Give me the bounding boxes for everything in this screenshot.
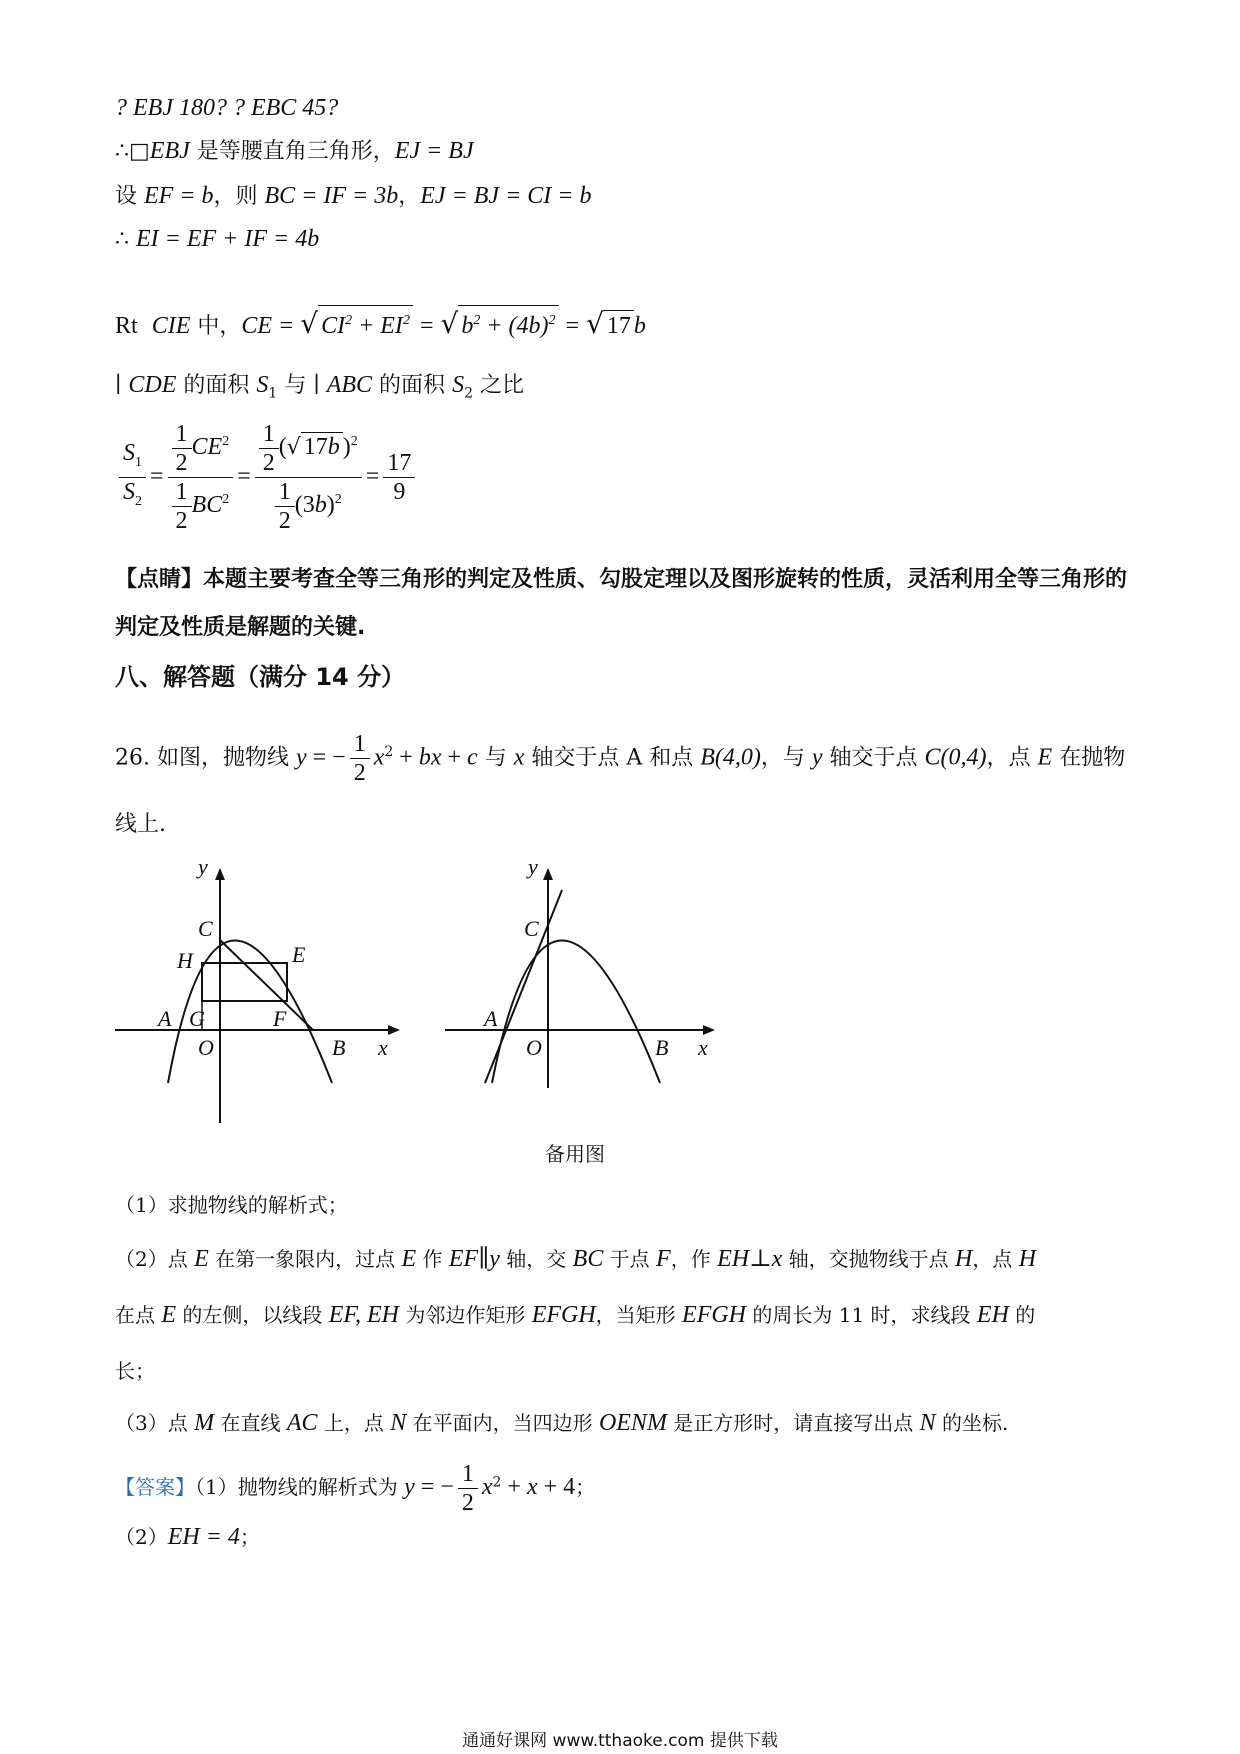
svg-text:B: B [332, 1035, 346, 1060]
question-26-cont: 线上. [115, 812, 166, 837]
svg-text:O: O [198, 1035, 214, 1060]
line-isosceles: ∴□EBJ 是等腰直角三角形，EJ = BJ [115, 138, 474, 164]
svg-text:H: H [177, 948, 193, 973]
part-2-line3: 长； [115, 1359, 155, 1383]
svg-text:C: C [524, 916, 539, 941]
section-heading: 八、解答题（满分 14 分） [115, 663, 406, 691]
figure-main [110, 858, 410, 1128]
dianjing-line2: 判定及性质是解题的关键. [115, 615, 366, 640]
figure-caption: 备用图 [545, 1142, 605, 1166]
page-footer: 通通好课网 www.tthaoke.com 提供下载 [462, 1731, 778, 1751]
line-ei: ∴ EI = EF + IF = 4b [115, 226, 320, 252]
svg-text:G: G [189, 1006, 205, 1031]
part-3: （3）点 M 在直线 AC 上，点 N 在平面内，当四边形 OENM 是正方形时，请直接写出点 N 的坐标. [115, 1410, 1009, 1436]
svg-text:F: F [273, 1006, 287, 1031]
figure-spare [440, 858, 730, 1088]
question-26: 26. 如图，抛物线 y = − $\frac{1}{2}$ $x^2$ + bx + c 与 x 轴交于点 A 和点 B(4,0)，与 y 轴交于点 C(0,4)，点 E 在抛物 [115, 731, 1126, 786]
svg-text:E: E [292, 942, 306, 967]
ratio-equation: $\frac{S_1}{S_2}$ = $\frac{1}{2}$ $CE^2$ $\frac{1}{2}$ $BC^2$ = $\frac{1}{2}$ (√ 17b )$^2$ $\frac{1}{2}$ $(3b)^2$ = $\frac{17}{9}$ [115, 420, 419, 535]
part-1: （1）求抛物线的解析式； [115, 1193, 348, 1217]
part-2-line1: （2）点 E 在第一象限内，过点 E 作 EF∥y 轴，交 BC 于点 F，作 EH⊥x 轴，交抛物线于点 H，点 H [115, 1246, 1037, 1272]
line-ce-formula: Rt CIE 中，CE = √ $CI^2 + EI^2$ = √ $b^2 + (4b)^2$ = √ 17 b [115, 307, 646, 340]
answer-2: （2）EH = 4； [115, 1524, 260, 1550]
svg-text:y: y [528, 858, 538, 879]
line-area-ratio: ∣ CDE 的面积 $S_1$ 与 ∣ ABC 的面积 $S_2$ 之比 [115, 372, 524, 402]
line-let-ef: 设 EF = b，则 BC = IF = 3b，EJ = BJ = CI = b [115, 183, 592, 209]
svg-text:C: C [198, 916, 213, 941]
svg-text:x: x [698, 1035, 708, 1060]
svg-text:O: O [526, 1035, 542, 1060]
answer-1: 【答案】（1）抛物线的解析式为 y = − $\frac{1}{2}$ $x^2 + x + 4$； [115, 1461, 596, 1516]
dianjing-line1: 【点睛】本题主要考查全等三角形的判定及性质、勾股定理以及图形旋转的性质，灵活利用全等三角形的 [115, 567, 1128, 592]
line-angle-sum: ? EBJ 180? ? EBC 45? [115, 95, 339, 121]
part-2-line2: 在点 E 的左侧，以线段 EF, EH 为邻边作矩形 EFGH，当矩形 EFGH 的周长为 11 时，求线段 EH 的 [115, 1302, 1036, 1328]
svg-text:A: A [484, 1006, 498, 1031]
svg-text:A: A [158, 1006, 172, 1031]
svg-text:y: y [198, 858, 208, 879]
svg-text:B: B [655, 1035, 669, 1060]
svg-text:x: x [378, 1035, 388, 1060]
